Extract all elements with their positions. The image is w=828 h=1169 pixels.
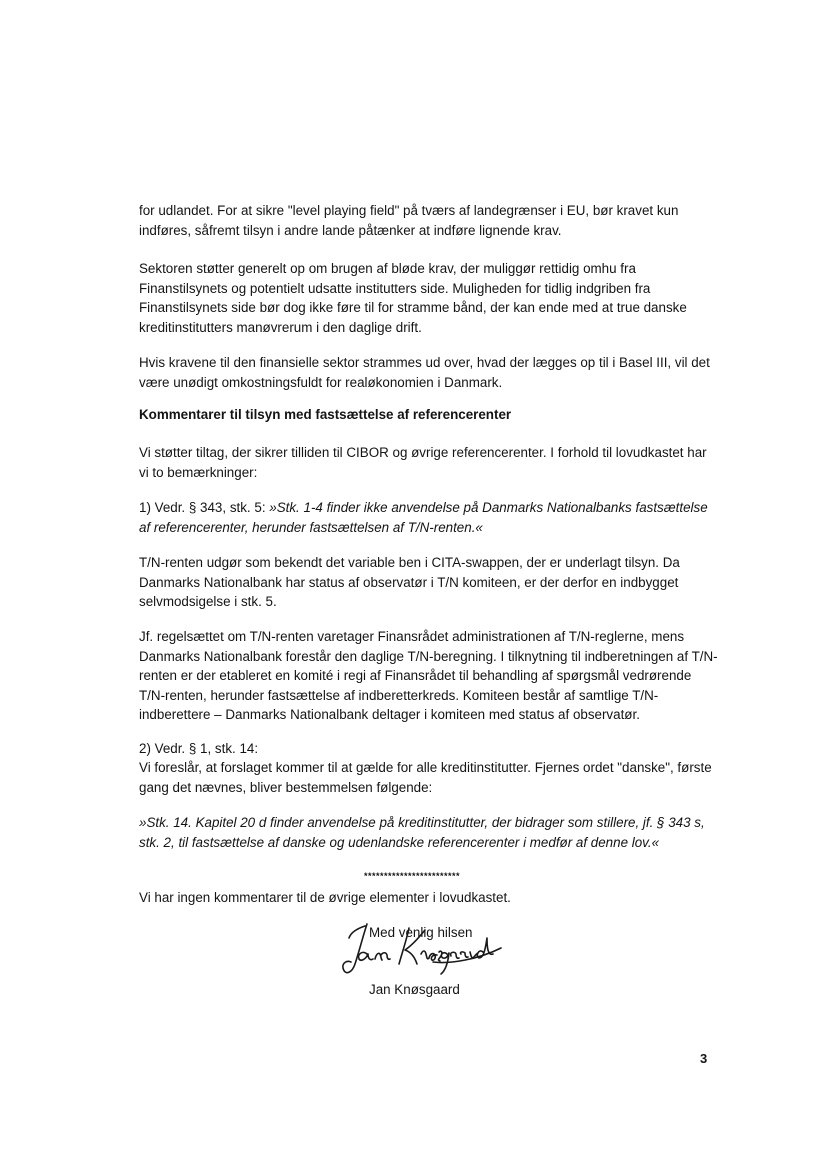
paragraph-final-remark: Vi har ingen kommentarer til de øvrige elementer i lovudkastet. xyxy=(139,890,511,905)
paragraph-point-1 xyxy=(139,498,719,537)
closing-greeting: Med venlig hilsen xyxy=(369,925,473,940)
point-2-quote: »Stk. 14. Kapitel 20 d finder anvendelse på kreditinstitutter, der bidrager som stillere, jf. § 343 s, stk. 2, til fastsættelse af danske og udenlandske referencerenter i medfør af denne lov.« xyxy=(139,815,705,850)
paragraph-intro: Vi støtter tiltag, der sikrer tilliden til CIBOR og øvrige referencerenter. I forhold til lovudkastet har vi to bemærkninger: xyxy=(139,445,707,480)
signer-name: Jan Knøsgaard xyxy=(369,982,460,997)
paragraph-tn-renten: T/N-renten udgør som bekendt det variable ben i CITA-swappen, der er underlagt tilsyn. Da Danmarks Nationalbank har status af observatør i T/N komiteen, er der derfor en indbygget selvmodsigelse i stk. 5. xyxy=(139,555,680,610)
handwritten-signature xyxy=(337,918,507,980)
point-1-quote: »Stk. 1-4 finder ikke anvendelse på Danmarks Nationalbanks fastsættelse af referencerenter, herunder fastsættelsen af T/N-renten.« xyxy=(139,500,708,535)
paragraph-point-2: Vi foreslår, at forslaget kommer til at gælde for alle kreditinstitutter. Fjernes ordet "danske", første gang det nævnes, bliver bestemmelsen følgende: xyxy=(139,760,712,795)
paragraph-regelsaettet: Jf. regelsættet om T/N-renten varetager Finansrådet administrationen af T/N-reglerne, mens Danmarks Nationalbank forestår den daglige T/N-beregning. I tilknytning til indberetningen af T/N-renten er der etableret en komité i regi af Finansrådet til behandling af spørgsmål vedrørende T/N-renten, herunder fastsættelse af indberetterkreds. Komiteen består af samtlige T/N-indberettere – Danmarks Nationalbank deltager i komiteen med status af observatør. xyxy=(139,629,718,723)
separator-stars: ************************ xyxy=(364,871,461,881)
point-1-prefix: 1) Vedr. § 343, stk. 5: xyxy=(139,500,270,515)
point-2-title: 2) Vedr. § 1, stk. 14: xyxy=(139,741,259,756)
paragraph-level-playing-field: for udlandet. For at sikre "level playing field" på tværs af landegrænser i EU, bør kravet kun indføres, såfremt tilsyn i andre lande påtænker at indføre lignende krav. xyxy=(139,203,679,238)
section-heading: Kommentarer til tilsyn med fastsættelse af referencerenter xyxy=(139,407,512,422)
page-number: 3 xyxy=(700,1051,708,1066)
paragraph-basel-iii: Hvis kravene til den finansielle sektor strammes ud over, hvad der lægges op til i Basel III, vil det være unødigt omkostningsfuldt for realøkonomien i Danmark. xyxy=(139,355,710,390)
paragraph-bloede-krav: Sektoren støtter generelt op om brugen af bløde krav, der muliggør rettidig omhu fra Finanstilsynets og potentielt udsatte institutters side. Muligheden for tidlig indgriben fra Finanstilsynets side bør dog ikke føre til for stramme bånd, der kan ende med at true danske kreditinstitutters manøvrerum i den daglige drift. xyxy=(139,261,687,335)
